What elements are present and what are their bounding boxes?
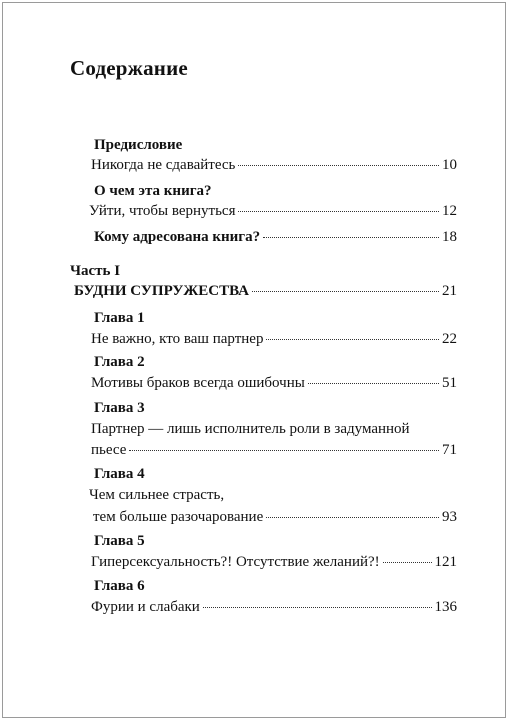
chapter-label: Глава 6 <box>94 578 145 594</box>
chapter-label: Глава 2 <box>94 354 145 370</box>
leader-dots <box>238 211 439 212</box>
page-number: 136 <box>434 599 457 615</box>
entry-title: Уйти, чтобы вернуться <box>89 203 236 219</box>
entry-title-line2: пьесе <box>91 442 127 458</box>
entry-title-line1: Чем сильнее страсть, <box>89 487 225 503</box>
entry-title: Не важно, кто ваш партнер <box>91 331 264 347</box>
page-number: 71 <box>442 442 457 458</box>
page-number: 22 <box>442 331 457 347</box>
chapter-label: Глава 5 <box>94 533 145 549</box>
leader-dots <box>383 562 432 563</box>
part-title: БУДНИ СУПРУЖЕСТВА <box>74 283 249 299</box>
entry-title: Никогда не сдавайтесь <box>91 157 236 173</box>
leader-dots <box>266 339 439 340</box>
leader-dots <box>252 291 439 292</box>
page-number: 21 <box>442 283 457 299</box>
toc-entry-chapter-1 <box>91 331 457 348</box>
entry-title: Мотивы браков всегда ошибочны <box>91 375 305 391</box>
part-label: Часть I <box>70 263 121 279</box>
toc-entry-part <box>74 283 457 300</box>
leader-dots <box>263 237 439 238</box>
leader-dots <box>308 383 439 384</box>
preface-heading: Предисловие <box>94 137 183 153</box>
toc-entry-chapter-2 <box>91 375 457 392</box>
toc-entry-audience <box>94 229 457 246</box>
toc-entry-chapter-4 <box>93 509 457 526</box>
entry-title: Кому адресована книга? <box>94 229 261 245</box>
leader-dots <box>203 607 432 608</box>
toc-entry-preface <box>91 157 457 174</box>
chapter-label: Глава 1 <box>94 310 145 326</box>
leader-dots <box>266 517 439 518</box>
chapter-label: Глава 4 <box>94 466 145 482</box>
toc-entry-chapter-6 <box>91 599 457 616</box>
page-title: Содержание <box>70 56 188 80</box>
page-number: 12 <box>442 203 457 219</box>
page-number: 51 <box>442 375 457 391</box>
about-heading: О чем эта книга? <box>94 183 212 199</box>
page-number: 121 <box>434 554 457 570</box>
entry-title-line1: Партнер — лишь исполнитель роли в задуманной <box>91 421 410 437</box>
toc-entry-chapter-3 <box>91 442 457 459</box>
entry-title: Фурии и слабаки <box>91 599 200 615</box>
leader-dots <box>129 450 439 451</box>
entry-title: Гиперсексуальность?! Отсутствие желаний?! <box>91 554 380 570</box>
page-number: 10 <box>442 157 457 173</box>
toc-entry-about <box>89 203 457 220</box>
page-number: 18 <box>442 229 457 245</box>
toc-entry-chapter-5 <box>91 554 457 571</box>
entry-title-line2: тем больше разочарование <box>93 509 264 525</box>
chapter-label: Глава 3 <box>94 400 145 416</box>
leader-dots <box>238 165 439 166</box>
page-number: 93 <box>442 509 457 525</box>
